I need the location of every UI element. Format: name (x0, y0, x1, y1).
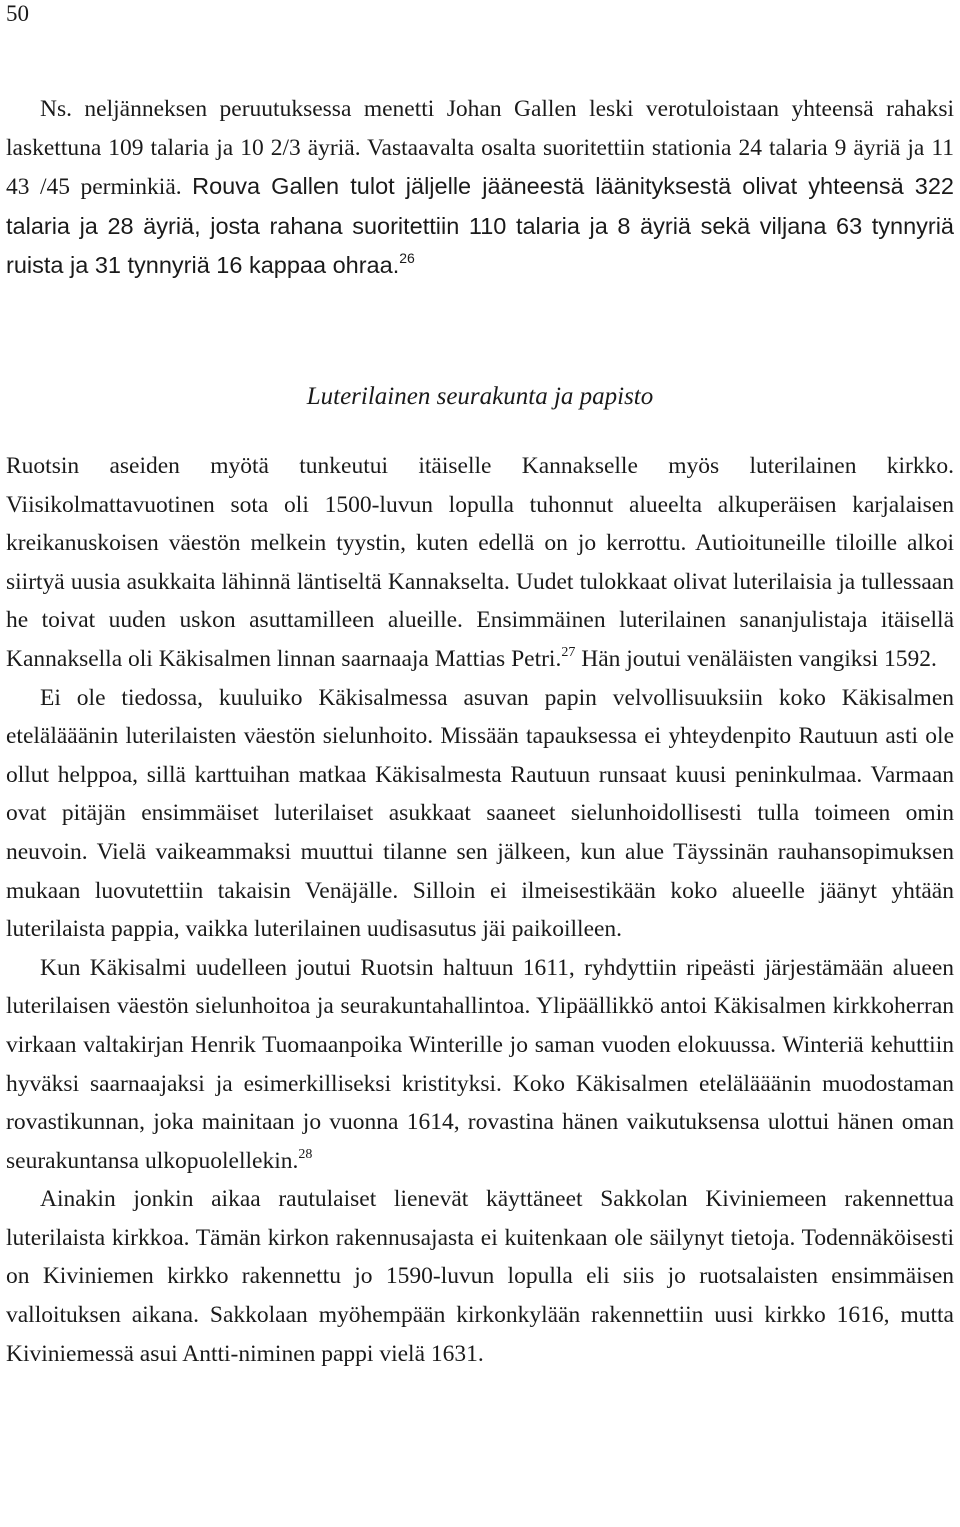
section-heading: Luterilainen seurakunta ja papisto (306, 383, 654, 410)
footnote-ref-27: 27 (561, 644, 576, 660)
page-number: 50 (6, 1, 29, 26)
paragraph-3 (6, 679, 954, 949)
paragraph-5-text: Ainakin jonkin aikaa rautulaiset lienevät käyttäneet Sakkolan Kiviniemeen rakennettua luterilaista kirkkoa. Tämän kirkon rakennusajasta ei kuitenkaan ole säilynyt tietoja. Todennäköisesti on Kiviniemen kirkko rakennettu jo 1590-luvun lopulla eli siis jo ruotsalaisten ensimmäisen valloituksen aikana. Sakkolaan myöhempään kirkonkylään rakennettiin uusi kirkko 1616, mutta Kiviniemessä asui Antti-niminen pappi vielä 1631. (6, 1186, 954, 1367)
paragraph-1-text-b: Rouva Gallen tulot jäljelle jääneestä läänityksestä olivat yhteensä 322 talaria ja 28 äyriä, josta rahana suoritettiin 110 talaria ja 8 äyriä sekä viljana 63 tynnyriä ruista ja 31 tynnyriä 16 kappaa ohraa. (6, 173, 954, 279)
paragraph-2-text: Ruotsin aseiden myötä tunkeutui itäiselle Kannakselle myös luterilainen kirkko. Viisikolmattavuotinen sota oli 1500-luvun lopulla tuhonnut alueelta alkuperäisen karjalaisen kreikanuskoisen väestön melkein tyystin, kuten edellä on jo kerrottu. Autioituneille tiloille alkoi siirtyä uusia asukkaita lähinnä läntiseltä Kannakselta. Uudet tulokkaat olivat luterilaisia ja tullessaan he toivat uuden uskon asuttamilleen alueille. Ensimmäinen luterilainen sananjulistaja itäisellä Kannaksella oli Käkisalmen linnan saarnaaja Mattias Petri. (6, 453, 954, 672)
paragraph-5 (6, 1180, 954, 1373)
footnote-ref-26: 26 (399, 250, 415, 267)
paragraph-2 (6, 447, 954, 679)
footnote-ref-28: 28 (298, 1146, 313, 1162)
paragraph-1 (6, 90, 954, 286)
paragraph-4 (6, 949, 954, 1181)
paragraph-4-text: Kun Käkisalmi uudelleen joutui Ruotsin haltuun 1611, ryhdyttiin ripeästi järjestämään alueen luterilaisen väestön sielunhoitoa ja seurakuntahallintoa. Ylipäällikkö antoi Käkisalmen kirkkoherran virkaan valtakirjan Henrik Tuomaanpoika Winterille jo saman vuoden elokuussa. Winteriä kehuttiin hyväksi saarnaajaksi ja esimerkilliseksi kristityksi. Koko Käkisalmen etelälääänin muodostaman rovastikunnan, joka mainitaan jo vuonna 1614, rovastina hänen vaikutuksensa ulottui hänen oman seurakuntansa ulkopuolellekin. (6, 954, 954, 1174)
main-text-block (6, 447, 954, 1373)
paragraph-1-text-a: Ns. neljänneksen peruutuksessa menetti Johan Gallen leski verotuloistaan yhteensä rahaksi laskettuna 109 talaria ja 10 2/3 äyriä. Vastaavalta osalta suoritettiin stationia 24 talaria 9 äyriä ja 11 43 /45 perminkiä. (6, 96, 954, 201)
paragraph-3-text: Ei ole tiedossa, kuuluiko Käkisalmessa asuvan papin velvollisuuksiin koko Käkisalmen etelälääänin luterilaisten väestön sielunhoito. Missään tapauksessa ei yhteydenpito Rautuun asti ole ollut helppoa, sillä karttuihan matkaa Käkisalmesta Rautuun runsaat kuusi peninkulmaa. Varmaan ovat pitäjän ensimmäiset luterilaiset asukkaat saaneet sielunhoidollisesti tulla toimeen omin neuvoin. Vielä vaikeammaksi muuttui tilanne sen jälkeen, kun alue Täyssinän rauhansopimuksen mukaan luovutettiin takaisin Venäjälle. Silloin ei ilmeisestikään koko alueelle jäänyt yhtään luterilaista pappia, vaikka luterilainen uudisasutus jäi paikoilleen. (6, 684, 954, 943)
intro-text-block (6, 90, 954, 286)
paragraph-2-text-after: Hän joutui venäläisten vangiksi 1592. (575, 645, 937, 672)
